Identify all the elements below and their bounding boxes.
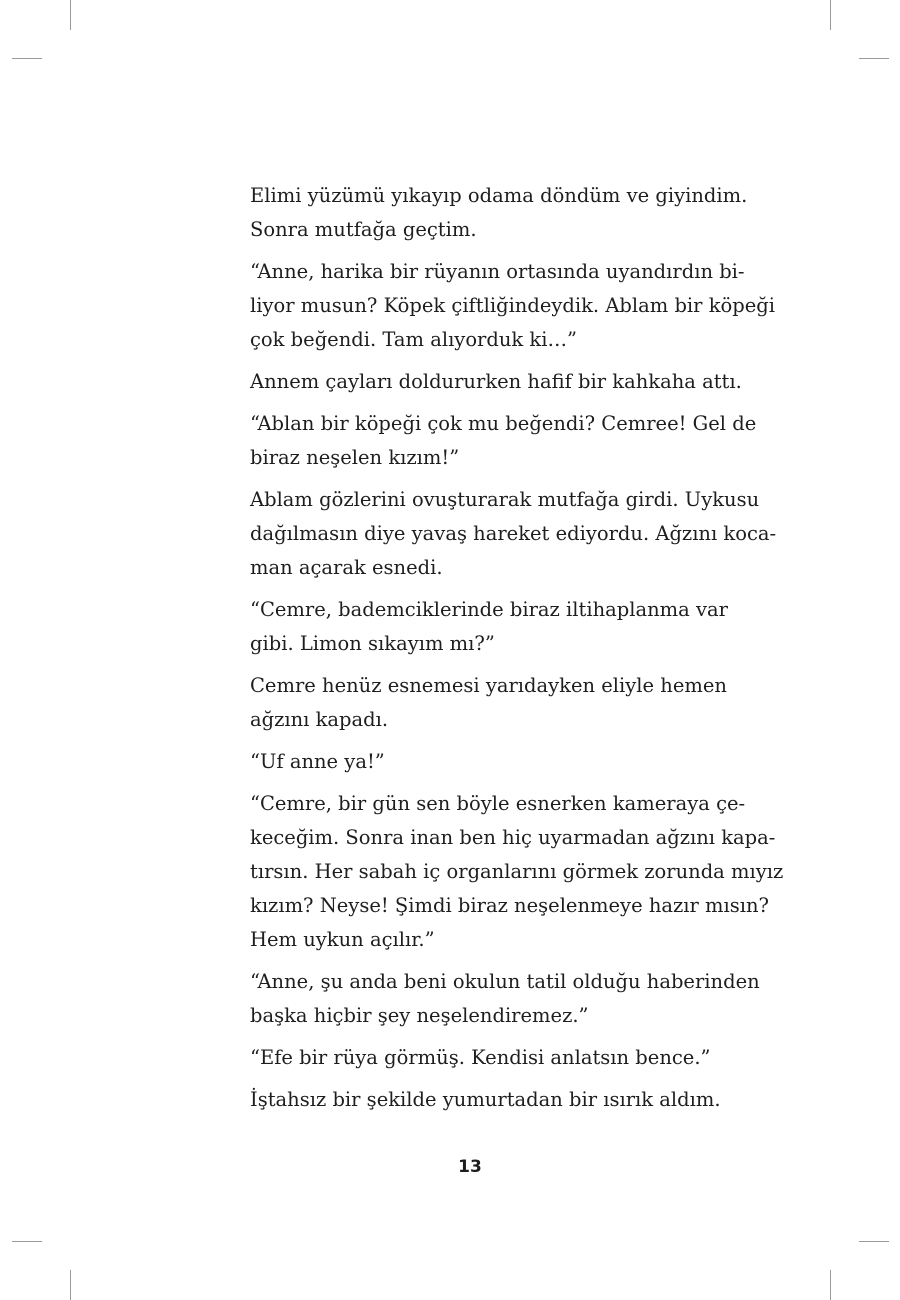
text-line: tırsın. Her sabah iç organlarını görmek zorunda mıyız xyxy=(250,860,784,883)
crop-mark-bottom-left-horizontal xyxy=(12,1241,42,1242)
text-line: Annem çayları doldururken hafif bir kahkaha attı. xyxy=(250,370,742,393)
body-text xyxy=(222,179,784,1125)
text-line: çok beğendi. Tam alıyorduk ki…” xyxy=(250,328,577,351)
paragraph xyxy=(222,1041,718,1075)
paragraph xyxy=(222,407,757,475)
text-line: kızım? Neyse! Şimdi biraz neşelenmeye hazır mısın? xyxy=(250,894,770,917)
paragraph xyxy=(222,1083,721,1117)
text-line: “Uf anne ya!” xyxy=(250,750,385,773)
text-line: İştahsız bir şekilde yumurtadan bir ısırık aldım. xyxy=(250,1088,721,1111)
text-line: “Cemre, bir gün sen böyle esnerken kameraya çe- xyxy=(250,792,746,815)
text-line: dağılmasın diye yavaş hareket ediyordu. Ağzını koca- xyxy=(250,522,777,545)
paragraph xyxy=(222,593,728,661)
paragraph xyxy=(222,255,775,357)
paragraph xyxy=(222,787,784,957)
text-line: ağzını kapadı. xyxy=(250,708,389,731)
page-number: 13 xyxy=(458,1157,482,1177)
text-line: gibi. Limon sıkayım mı?” xyxy=(250,632,495,655)
crop-mark-top-right-vertical xyxy=(830,0,831,30)
crop-mark-top-right-horizontal xyxy=(859,58,889,59)
text-line: man açarak esnedi. xyxy=(250,556,443,579)
text-line: Elimi yüzümü yıkayıp odama döndüm ve giyindim. xyxy=(250,184,748,207)
text-line: Sonra mutfağa geçtim. xyxy=(250,218,477,241)
text-line: “Efe bir rüya görmüş. Kendisi anlatsın bence.” xyxy=(250,1046,711,1069)
paragraph xyxy=(222,965,760,1033)
text-line: keceğim. Sonra inan ben hiç uyarmadan ağzını kapa- xyxy=(250,826,776,849)
paragraph xyxy=(222,365,742,399)
paragraph xyxy=(222,483,777,585)
text-line: “Anne, harika bir rüyanın ortasında uyandırdın bi- xyxy=(250,260,745,283)
paragraph xyxy=(222,669,727,737)
crop-mark-top-left-vertical xyxy=(70,0,71,30)
text-line: Cemre henüz esnemesi yarıdayken eliyle hemen xyxy=(250,674,727,697)
text-line: “Cemre, bademciklerinde biraz iltihaplanma var xyxy=(250,598,728,621)
text-line: liyor musun? Köpek çiftliğindeydik. Ablam bir köpeği xyxy=(250,294,775,317)
text-line: Hem uykun açılır.” xyxy=(250,928,435,951)
paragraph xyxy=(222,179,748,247)
crop-mark-bottom-right-vertical xyxy=(830,1270,831,1300)
text-line: Ablam gözlerini ovuşturarak mutfağa girdi. Uykusu xyxy=(250,488,760,511)
crop-mark-bottom-right-horizontal xyxy=(859,1241,889,1242)
text-line: “Anne, şu anda beni okulun tatil olduğu haberinden xyxy=(250,970,760,993)
crop-mark-bottom-left-vertical xyxy=(70,1270,71,1300)
paragraph xyxy=(222,745,718,779)
text-line: başka hiçbir şey neşelendiremez.” xyxy=(250,1004,589,1027)
text-line: “Ablan bir köpeği çok mu beğendi? Cemree! Gel de xyxy=(250,412,757,435)
crop-mark-top-left-horizontal xyxy=(12,58,42,59)
text-line: biraz neşelen kızım!” xyxy=(250,446,460,469)
